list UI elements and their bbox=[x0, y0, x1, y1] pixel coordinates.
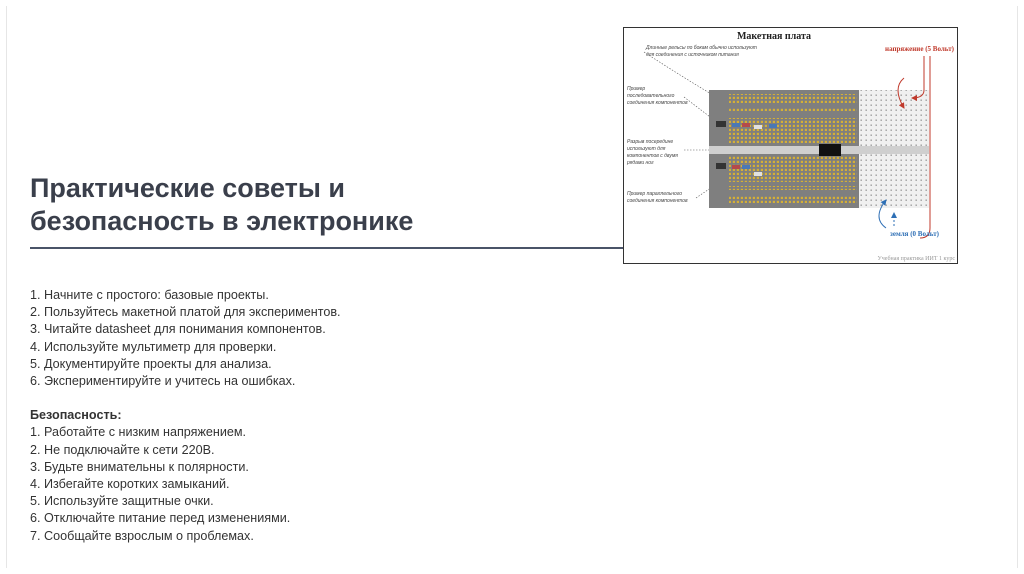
pointer-line bbox=[644, 52, 718, 98]
safety-item: 5. Используйте защитные очки. bbox=[30, 494, 214, 509]
note-series: соединения компонентов bbox=[627, 100, 688, 106]
figure-title: Макетная плата bbox=[736, 31, 812, 42]
safety-heading: Безопасность: bbox=[30, 408, 122, 423]
safety-item: 4. Избегайте коротких замыканий. bbox=[30, 477, 230, 492]
safety-item: 1. Работайте с низким напряжением. bbox=[30, 425, 247, 440]
note-parallel: Пример параллельного bbox=[627, 191, 683, 197]
tip-item: 3. Читайте datasheet для понимания компонентов. bbox=[30, 322, 326, 337]
safety-item: 6. Отключайте питание перед изменениями. bbox=[30, 511, 291, 526]
power-rail-top bbox=[729, 94, 857, 103]
slide-title: Практические советы и безопасность в электронике bbox=[30, 173, 414, 236]
title-divider bbox=[30, 247, 630, 249]
tip-item: 6. Экспериментируйте и учитесь на ошибках. bbox=[30, 374, 296, 389]
slide-body bbox=[30, 287, 590, 545]
safety-item: 2. Не подключайте к сети 220В. bbox=[30, 442, 215, 457]
note-gap: используют для bbox=[627, 146, 666, 152]
tip-item: 1. Начните с простого: базовые проекты. bbox=[30, 288, 269, 302]
label-voltage: напряжение (5 Вольт) bbox=[885, 45, 954, 53]
figure-watermark: Учебная практика ИИТ 1 курс bbox=[877, 256, 955, 262]
note-series: последовательного bbox=[627, 93, 675, 99]
terminal-strip-top bbox=[729, 118, 857, 144]
note-rails: для соединения с источником питания bbox=[646, 52, 739, 58]
label-ground: земля (0 Вольт) bbox=[890, 230, 939, 238]
safety-item: 7. Сообщайте взрослым о проблемах. bbox=[30, 528, 254, 543]
breadboard-figure bbox=[623, 27, 958, 264]
note-gap: компонентов с двумя bbox=[627, 153, 678, 159]
note-parallel: соединения компонентов bbox=[627, 198, 688, 204]
note-series: Пример bbox=[627, 86, 646, 92]
power-rail-bottom bbox=[729, 195, 857, 204]
tip-item: 5. Документируйте проекты для анализа. bbox=[30, 356, 272, 371]
note-gap: рядами ног bbox=[627, 160, 654, 166]
tip-item: 2. Пользуйтесь макетной платой для экспериментов. bbox=[30, 305, 341, 320]
ic-chip bbox=[819, 144, 841, 156]
note-gap: Разрыв посередине bbox=[627, 139, 674, 145]
note-rails: Длинные рельсы по бокам обычно используют bbox=[646, 45, 757, 51]
breadboard-diagram bbox=[624, 28, 957, 263]
safety-item: 3. Будьте внимательны к полярности. bbox=[30, 459, 249, 474]
tip-item: 4. Используйте мультиметр для проверки. bbox=[30, 339, 277, 354]
